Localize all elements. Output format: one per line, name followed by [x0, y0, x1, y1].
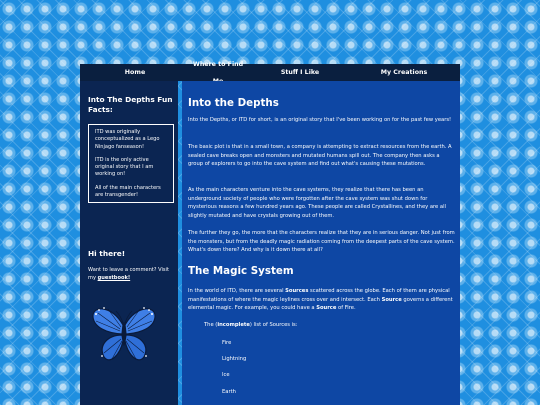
sidebar: [80, 81, 178, 405]
fun-fact-item: ITD is the only active original story that I am working on!: [95, 156, 154, 178]
nav-home[interactable]: Home: [124, 69, 146, 76]
fun-facts-box: [88, 124, 174, 203]
fun-fact-item: ITD was originally conceptualized as a Lego Ninjago fanseason!: [95, 129, 160, 150]
top-navigation: [80, 60, 460, 81]
page-title: Into the Depths: [188, 97, 279, 109]
nav-stuff-i-like[interactable]: Stuff I Like: [280, 69, 320, 76]
sources-list-intro: The (incomplete) list of Sources is:: [204, 322, 298, 328]
nav-where-to-find-me[interactable]: Where to Find: [192, 60, 244, 68]
plot-paragraph: The basic plot is that in a small town, a company is attempting to extract resources from the earth. A sealed cave breaks open and monsters and mutated humans spill out. The company then asks a group of explorers to go into the cave system and find out what's causing these mutations.: [188, 144, 452, 168]
magic-system-title: The Magic System: [188, 265, 294, 277]
danger-paragraph: The further they go, the more that the characters realize that they are in serious danger. Not just from the monsters, but from the deadly magic radiation coming from the deepest parts of the cave system. What's down there? And why is it down there at all?: [188, 230, 455, 254]
nav-my-creations[interactable]: My Creations: [380, 69, 428, 76]
hi-there-title: Hi there!: [88, 249, 126, 258]
source-list-item: Lightning: [222, 356, 247, 362]
guestbook-link[interactable]: guestbook!: [97, 275, 131, 281]
magic-paragraph: In the world of ITD, there are several Sources scattered across the globe. Each of them are physical manifestations of where the magic leylines cross over and intersect. Each Source governs a different elemental magic. For example, you could have a Source of Fire.: [188, 288, 453, 312]
source-list-item: Fire: [222, 340, 232, 346]
fun-facts-title: Into The Depths Fun Facts:: [88, 95, 173, 114]
butterfly-icon: [90, 303, 158, 367]
main-content: [182, 81, 460, 405]
guestbook-prompt: Want to leave a comment? Visit my: [88, 267, 169, 281]
source-list-item: Earth: [222, 389, 236, 395]
crystallines-paragraph: As the main characters venture into the cave systems, they realize that there has been an underground society of people who were forgotten after the cave system was shut down for mysterious reasons a few hundred years ago. These people are called Crystallines, and they are all slightly mutated and have crystals growing out of them.: [188, 187, 446, 219]
guestbook-text: [88, 266, 176, 282]
source-list-item: Ice: [222, 372, 230, 378]
site-container: [80, 60, 460, 405]
intro-paragraph: Into the Depths, or ITD for short, is an original story that I've been working on for the past few years!: [188, 117, 452, 123]
fun-fact-item: All of the main characters are transgender!: [95, 184, 161, 199]
